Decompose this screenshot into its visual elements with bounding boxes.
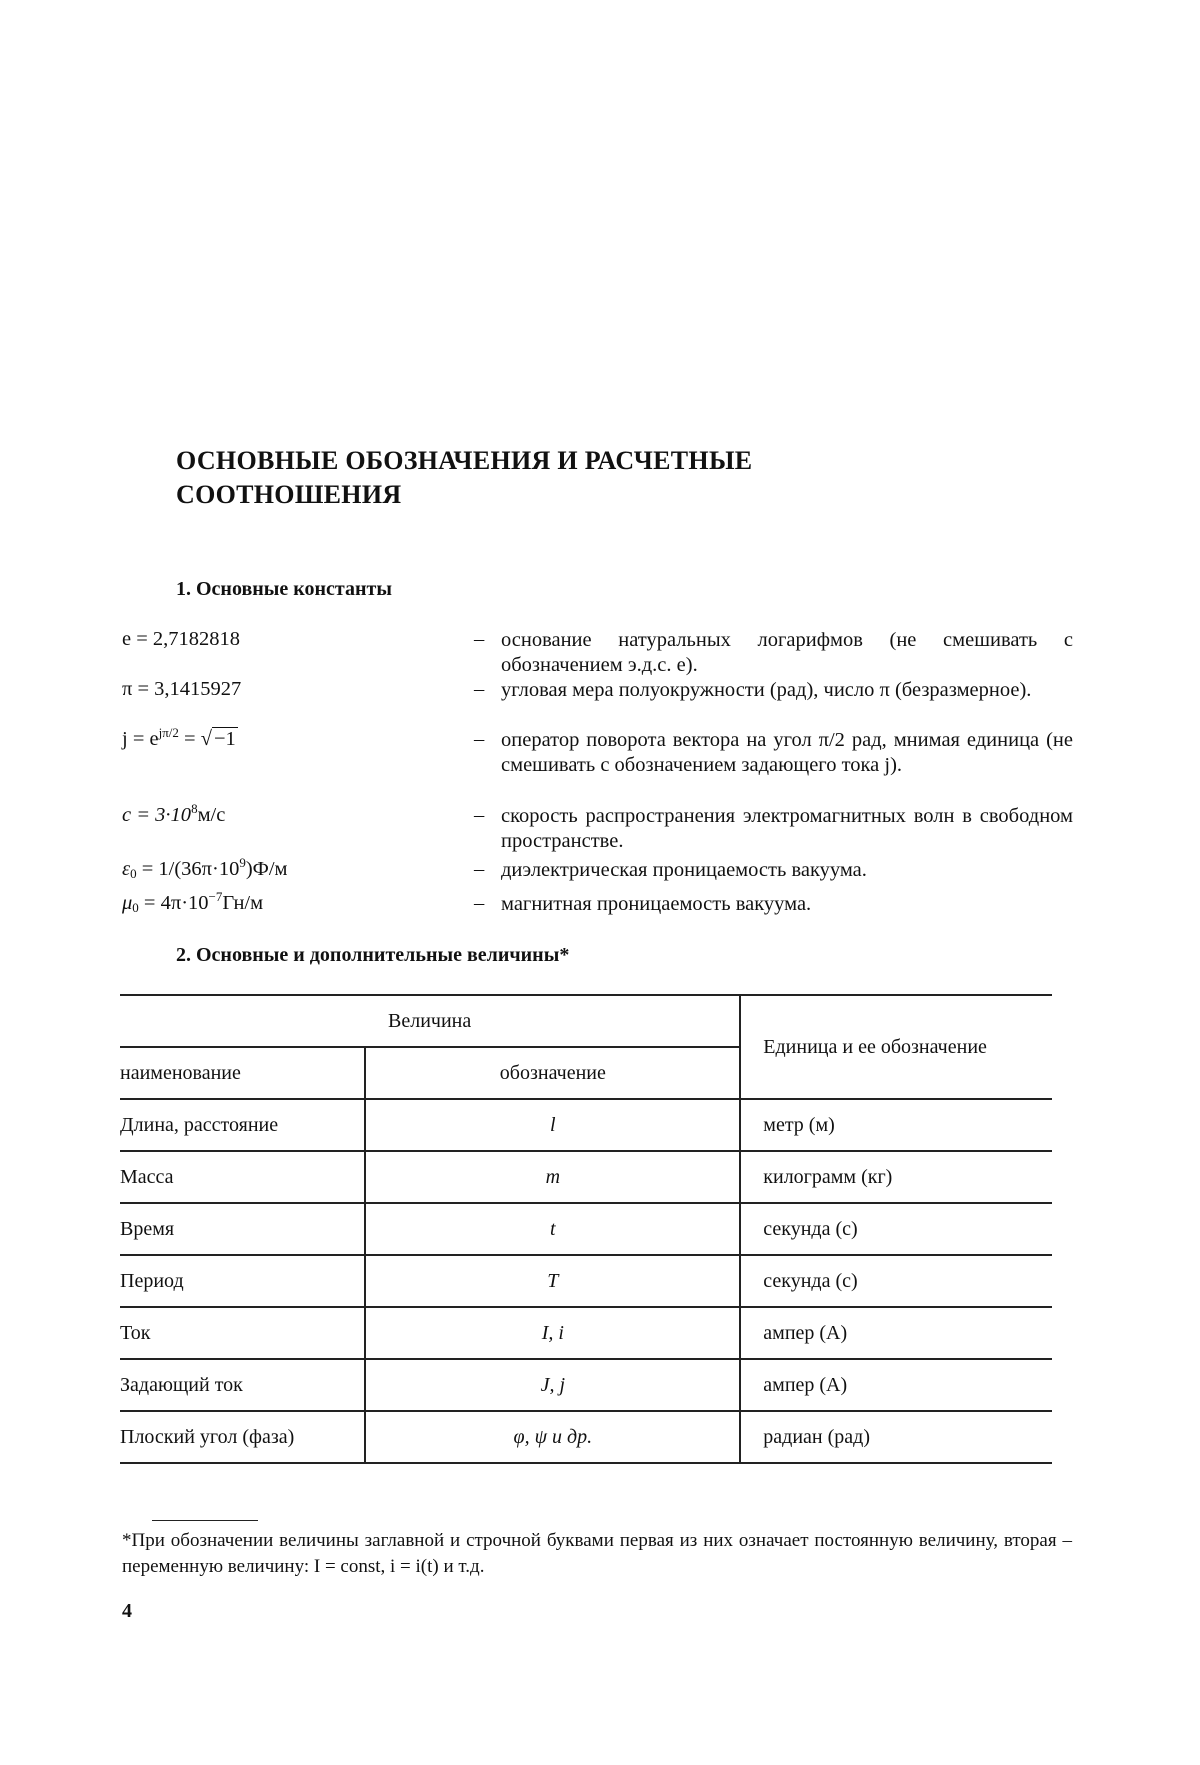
page-title-line-1: ОСНОВНЫЕ ОБОЗНАЧЕНИЯ И РАСЧЕТНЫЕ [176,444,752,478]
table-row [120,1255,1052,1307]
row-symbol: J, j [365,1359,740,1411]
constant-c-symbol: c = 3·108м/с [122,804,225,827]
constant-pi-dash: – [474,678,484,701]
row-name: Длина, расстояние [120,1099,365,1151]
row-unit: секунда (с) [740,1255,1052,1307]
table-row [120,1359,1052,1411]
row-symbol: l [365,1099,740,1151]
row-symbol: I, i [365,1307,740,1359]
row-unit: ампер (А) [740,1359,1052,1411]
constant-epsilon0-dash: – [474,858,484,881]
row-name: Задающий ток [120,1359,365,1411]
constant-c-description: скорость распространения электромагнитных волн в свободном пространстве. [501,804,1073,854]
row-unit: радиан (рад) [740,1411,1052,1463]
page-number: 4 [122,1600,132,1623]
row-unit: килограмм (кг) [740,1151,1052,1203]
table-row [120,1307,1052,1359]
header-name: наименование [120,1047,365,1099]
row-unit: метр (м) [740,1099,1052,1151]
row-name: Период [120,1255,365,1307]
constant-e-dash: – [474,628,484,651]
section-2-title: 2. Основные и дополнительные величины* [176,944,569,967]
page-title [176,444,752,512]
row-symbol: t [365,1203,740,1255]
footnote: *При обозначении величины заглавной и строчной буквами первая из них означает постоянную величину, вторая – переменную величину: I = const, i = i(t) и т.д. [122,1528,1072,1580]
constant-e-symbol: e = 2,7182818 [122,628,240,651]
constant-e-description: основание натуральных логарифмов (не смешивать с обозначением э.д.с. e). [501,628,1073,678]
constant-c-dash: – [474,804,484,827]
row-unit: ампер (А) [740,1307,1052,1359]
constant-j-description: оператор поворота вектора на угол π/2 рад, мнимая единица (не смешивать с обозначением задающего тока j). [501,728,1073,778]
constant-mu0-symbol: μ0 = 4π·10−7Гн/м [122,892,263,915]
row-symbol: φ, ψ и др. [365,1411,740,1463]
header-unit: Единица и ее обозначение [740,995,1052,1099]
quantities-table [120,994,1052,1464]
table-row [120,1151,1052,1203]
row-name: Ток [120,1307,365,1359]
header-symbol: обозначение [365,1047,740,1099]
table-row [120,1203,1052,1255]
footnote-divider [152,1520,258,1521]
row-symbol: m [365,1151,740,1203]
constant-epsilon0-symbol: ε0 = 1/(36π·109)Ф/м [122,858,288,881]
table-row [120,1411,1052,1463]
row-name: Время [120,1203,365,1255]
row-unit: секунда (с) [740,1203,1052,1255]
table-header-row [120,995,1052,1047]
constant-j-dash: – [474,728,484,751]
section-1-title: 1. Основные константы [176,578,392,601]
constant-pi-symbol: π = 3,1415927 [122,678,241,701]
row-name: Плоский угол (фаза) [120,1411,365,1463]
constant-mu0-dash: – [474,892,484,915]
table-row [120,1099,1052,1151]
row-name: Масса [120,1151,365,1203]
row-symbol: T [365,1255,740,1307]
constant-j-symbol: j = ejπ/2 = √−1 [122,728,238,751]
page-title-line-2: СООТНОШЕНИЯ [176,478,752,512]
constant-epsilon0-description: диэлектрическая проницаемость вакуума. [501,858,1073,883]
header-quantity: Величина [120,995,740,1047]
constant-pi-description: угловая мера полуокружности (рад), число π (безразмерное). [501,678,1073,703]
constant-mu0-description: магнитная проницаемость вакуума. [501,892,1073,917]
